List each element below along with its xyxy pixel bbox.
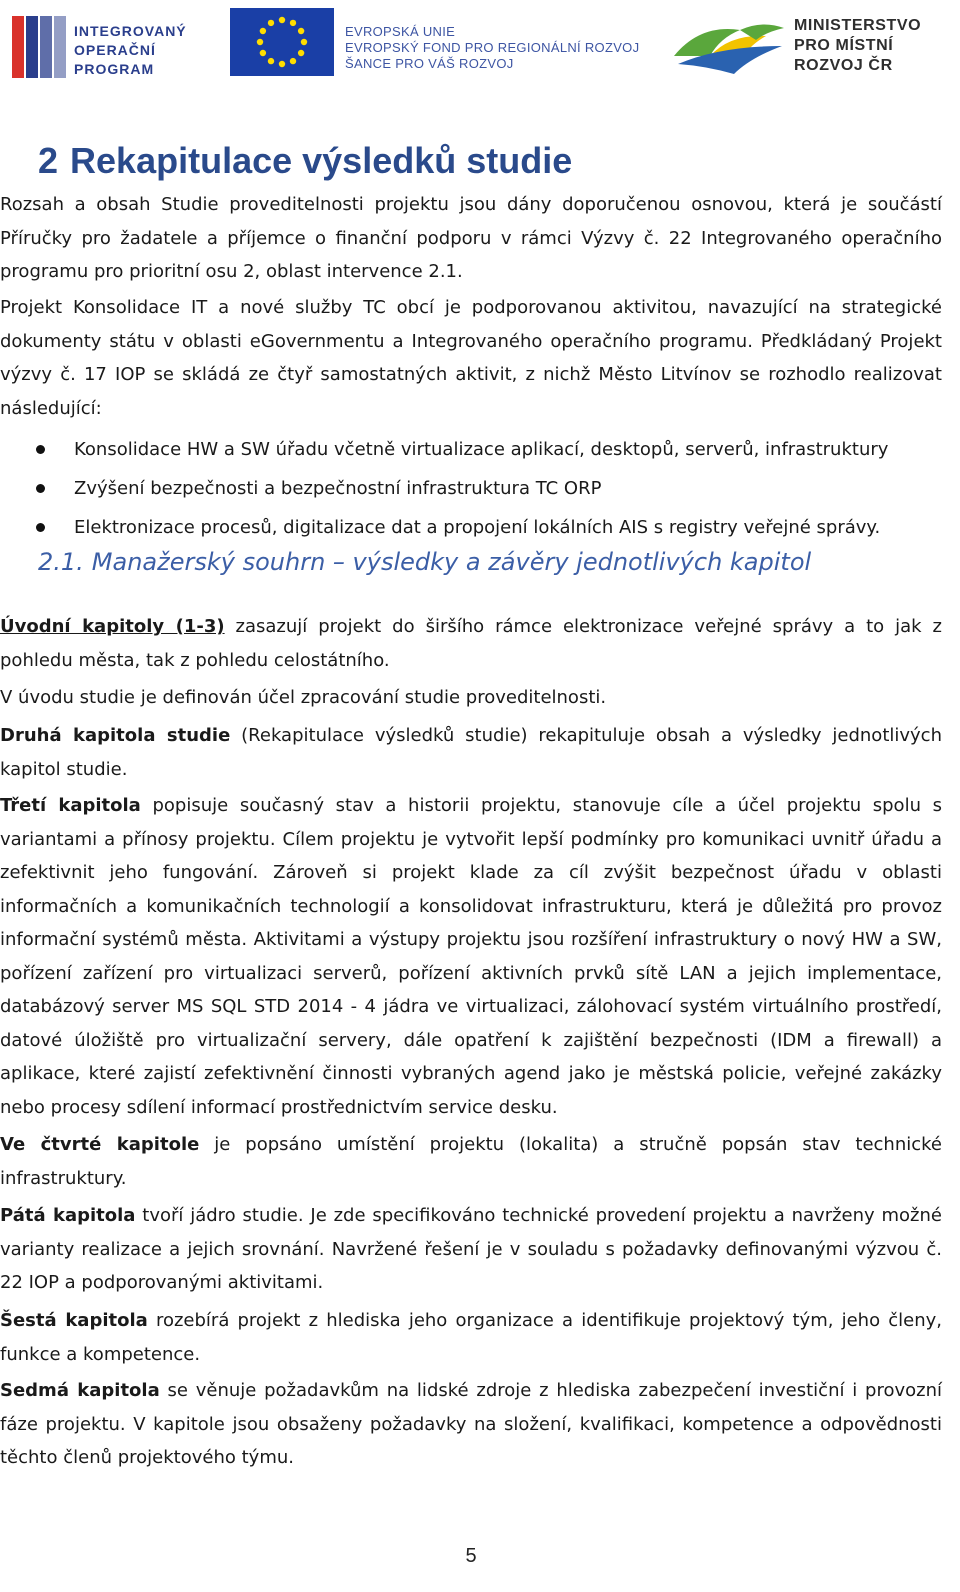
section-heading [38, 140, 572, 182]
eu-star-icon [279, 61, 285, 67]
list-item: Konsolidace HW a SW úřadu včetně virtualizace aplikací, desktopů, serverů, infrastruktury [0, 430, 942, 469]
eu-star-icon [268, 20, 274, 26]
chapter-paragraph: Pátá kapitola tvoří jádro studie. Je zde specifikováno technické provedení projektu a navrženy možné varianty realizace a jejich srovnání. Navržené řešení je v souladu s požadavky definovanými výzvou č. 22 IOP a podporovanými aktivitami. [0, 1205, 942, 1293]
chapter-paragraph: Ve čtvrté kapitole je popsáno umístění projektu (lokalita) a stručně popsán stav technické infrastruktury. [0, 1134, 943, 1189]
eu-logo-text [345, 24, 639, 72]
chapter-paragraph: Sedmá kapitola se věnuje požadavkům na lidské zdroje z hlediska zabezpečení investiční i provozní fáze projektu. V kapitole jsou obsaženy požadavky na složení, kvalifikaci, kompetence a odpovědnosti těchto členů projektového týmu. [0, 1380, 942, 1468]
list-item: Zvýšení bezpečnosti a bezpečnostní infrastruktura TC ORP [0, 469, 942, 508]
bullet-icon [36, 523, 45, 532]
bullet-icon [36, 484, 45, 493]
bullet-icon [36, 445, 45, 454]
page-header [0, 0, 960, 90]
iop-line-1: INTEGROVANÝ [74, 23, 187, 39]
eu-star-icon [290, 58, 296, 64]
chapter-lead: Úvodní kapitoly (1-3) [0, 616, 225, 637]
iop-logo-text [74, 22, 187, 79]
subsection-title: Manažerský souhrn – výsledky a závěry jednotlivých kapitol [91, 548, 812, 576]
eu-star-icon [290, 20, 296, 26]
eu-star-icon [298, 28, 304, 34]
eu-star-icon [301, 39, 307, 45]
intro-paragraph-2: Projekt Konsolidace IT a nové služby TC obcí je podporovanou aktivitou, navazující na strategické dokumenty státu v oblasti eGovernmentu a Integrovaného operačního programu. Předkládaný Projekt výzvy č. 17 IOP se skládá ze čtyř samostatných aktivit, z nichž Město Litvínov se rozhodlo realizovat následující: [0, 297, 942, 419]
iop-logo-mark-icon [12, 16, 68, 78]
chapter-paragraph: Úvodní kapitoly (1-3) zasazují projekt do širšího rámce elektronizace veřejné správy a to jak z pohledu města, tak z pohledu celostátního. [0, 616, 942, 671]
mmr-logo [670, 8, 950, 78]
mmr-logo-mark-icon [670, 16, 788, 78]
mmr-logo-text [794, 16, 921, 76]
eu-logo [230, 8, 650, 78]
subsection-number: 2.1. [38, 548, 84, 576]
eu-line-3: ŠANCE PRO VÁŠ ROZVOJ [345, 56, 514, 71]
eu-star-icon [260, 28, 266, 34]
eu-star-icon [268, 58, 274, 64]
chapter-lead: Třetí kapitola [0, 795, 141, 816]
section-title: Rekapitulace výsledků studie [70, 140, 573, 181]
intro-paragraph-1: Rozsah a obsah Studie proveditelnosti projektu jsou dány doporučenou osnovou, která je součástí Příručky pro žadatele a příjemce o finanční podporu v rámci Výzvy č. 22 Integrovaného operačního programu pro prioritní osu 2, oblast intervence 2.1. [0, 194, 942, 282]
iop-line-2: OPERAČNÍ [74, 42, 156, 58]
eu-flag-icon [230, 8, 334, 76]
iop-line-3: PROGRAM [74, 61, 155, 77]
subsection-heading [38, 548, 811, 576]
eu-star-icon [260, 50, 266, 56]
eu-star-icon [279, 17, 285, 23]
chapter-lead: Ve čtvrté kapitole [0, 1134, 200, 1155]
chapter-lead: Sedmá kapitola [0, 1380, 160, 1401]
eu-star-icon [257, 39, 263, 45]
chapter-paragraph: Třetí kapitola popisuje současný stav a historii projektu, stanovuje cíle a účel projektu spolu s variantami a přínosy projektu. Cílem projektu je vytvořit lepší podmínky pro komunikaci uvnitř úřadu a zefektivnit jeho fungování. Zároveň si projekt klade za cíl zvýšit bezpečnost úřadu v oblasti informačních a komunikačních technologií a konsolidovat infrastrukturu, která je důležitá pro provoz informační systémů města. Aktivitami a výstupy projektu jsou rozšíření infrastruktury o nový HW a SW, pořízení zařízení pro virtualizaci serverů, pořízení aktivních prvků sítě LAN a jejich implementace, databázový server MS SQL STD 2014 - 4 jádra ve virtualizaci, zálohovací systém virtuálního prostředí, datové úložiště pro virtualizační servery, dále opatření k zajištění bezpečnosti (IDM a firewall) a aplikace, které zajistí zefektivnění činnosti vybraných agend jako je městská policie, veřejné zakázky nebo procesy sdílení informací prostřednictvím service desku. [0, 795, 942, 1118]
chapter-lead: Druhá kapitola studie [0, 725, 231, 746]
activity-list [0, 430, 942, 547]
page-number: 5 [465, 1545, 477, 1567]
mmr-line-1: MINISTERSTVO [794, 17, 922, 34]
iop-logo [12, 8, 197, 78]
mmr-line-2: PRO MÍSTNÍ [794, 37, 894, 54]
eu-line-2: EVROPSKÝ FOND PRO REGIONÁLNÍ ROZVOJ [345, 40, 640, 55]
eu-star-icon [298, 50, 304, 56]
chapter-paragraph: V úvodu studie je definován účel zpracování studie proveditelnosti. [0, 687, 607, 708]
section-number: 2 [38, 140, 59, 181]
mmr-line-3: ROZVOJ ČR [794, 57, 893, 74]
chapter-paragraph: Druhá kapitola studie (Rekapitulace výsledků studie) rekapituluje obsah a výsledky jednotlivých kapitol studie. [0, 725, 942, 780]
list-item: Elektronizace procesů, digitalizace dat a propojení lokálních AIS s registry veřejné správy. [0, 508, 942, 547]
chapter-lead: Pátá kapitola [0, 1205, 136, 1226]
chapter-paragraph: Šestá kapitola rozebírá projekt z hlediska jeho organizace a identifikuje projektový tým, jeho členy, funkce a kompetence. [0, 1310, 942, 1365]
eu-line-1: EVROPSKÁ UNIE [345, 24, 456, 39]
chapter-lead: Šestá kapitola [0, 1310, 148, 1331]
